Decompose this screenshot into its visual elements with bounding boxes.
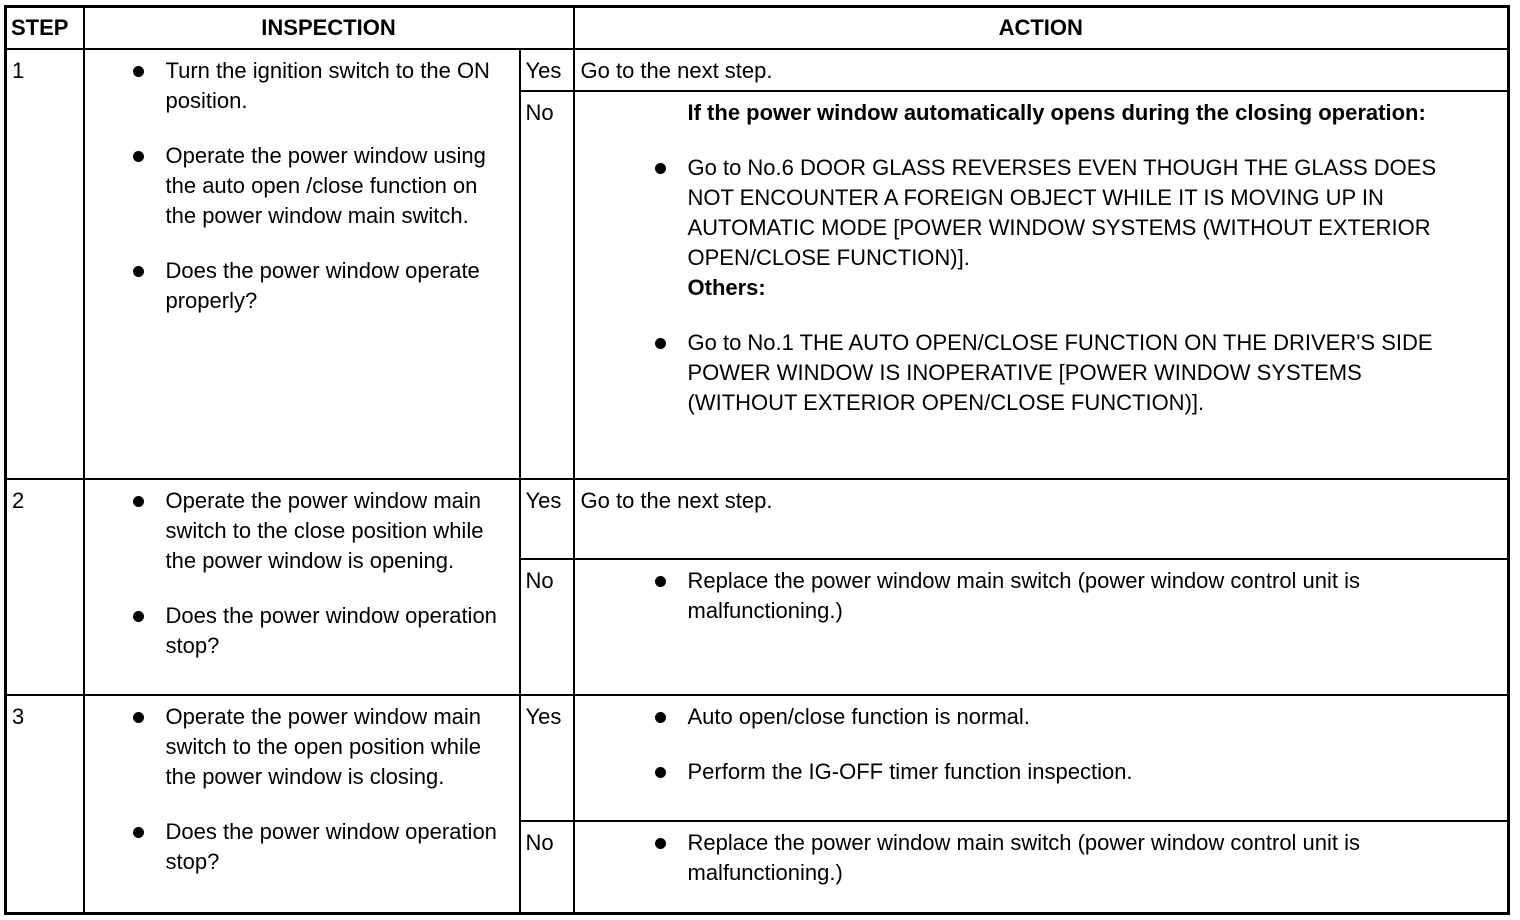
diagnostic-procedure-table bbox=[4, 5, 1510, 915]
bullet-icon bbox=[655, 838, 666, 849]
step-3-yes-label: Yes bbox=[520, 695, 574, 821]
step-1-yes-row bbox=[6, 49, 1509, 91]
step-1-number: 1 bbox=[6, 49, 84, 479]
step-3-inspection bbox=[84, 695, 520, 913]
list-item: Go to No.1 THE AUTO OPEN/CLOSE FUNCTION ON THE DRIVER'S SIDE POWER WINDOW IS INOPERATIVE [POWER WINDOW SYSTEMS (WITHOUT EXTERIOR OPEN/CLOSE FUNCTION)]. bbox=[655, 328, 1468, 418]
condition-heading: Others: bbox=[687, 275, 766, 300]
bullet-icon bbox=[133, 151, 144, 162]
list-item: Operate the power window main switch to the open position while the power window is closing. bbox=[133, 702, 509, 792]
list-item: Replace the power window main switch (power window control unit is malfunctioning.) bbox=[655, 566, 1468, 626]
bullet-icon bbox=[655, 338, 666, 349]
step-1-inspection bbox=[84, 49, 520, 479]
list-item: Auto open/close function is normal. bbox=[655, 702, 1468, 732]
bullet-icon bbox=[133, 66, 144, 77]
step-2-inspection bbox=[84, 479, 520, 695]
step-2-number: 2 bbox=[6, 479, 84, 695]
bullet-icon bbox=[655, 767, 666, 778]
step-1-yes-action: Go to the next step. bbox=[574, 49, 1509, 91]
step-2-no-action bbox=[574, 559, 1509, 695]
step-1-yes-label: Yes bbox=[520, 49, 574, 91]
list-item: Operate the power window using the auto open /close function on the power window main switch. bbox=[133, 141, 509, 231]
bullet-icon bbox=[133, 266, 144, 277]
bullet-icon bbox=[655, 163, 666, 174]
step-1-no-action bbox=[574, 91, 1509, 479]
step-2-yes-label: Yes bbox=[520, 479, 574, 559]
step-1-no-label: No bbox=[520, 91, 574, 479]
step-3-number: 3 bbox=[6, 695, 84, 913]
step-3-yes-action bbox=[574, 695, 1509, 821]
bullet-icon bbox=[655, 712, 666, 723]
bullet-icon bbox=[655, 576, 666, 587]
list-item: Does the power window operation stop? bbox=[133, 601, 509, 661]
step-column-header: STEP bbox=[6, 7, 84, 50]
inspection-column-header: INSPECTION bbox=[84, 7, 574, 50]
step-2-no-label: No bbox=[520, 559, 574, 695]
list-item: Turn the ignition switch to the ON position. bbox=[133, 56, 509, 116]
header-row bbox=[6, 7, 1509, 50]
list-item: Operate the power window main switch to the close position while the power window is opening. bbox=[133, 486, 509, 576]
list-item: Does the power window operation stop? bbox=[133, 817, 509, 877]
list-item: Replace the power window main switch (power window control unit is malfunctioning.) bbox=[655, 828, 1468, 888]
list-item: Does the power window operate properly? bbox=[133, 256, 509, 316]
step-3-no-label: No bbox=[520, 821, 574, 913]
action-column-header: ACTION bbox=[574, 7, 1509, 50]
step-2-yes-action: Go to the next step. bbox=[574, 479, 1509, 559]
step-3-no-action bbox=[574, 821, 1509, 913]
bullet-icon bbox=[133, 712, 144, 723]
list-item: Go to No.6 DOOR GLASS REVERSES EVEN THOUGH THE GLASS DOES NOT ENCOUNTER A FOREIGN OBJECT WHILE IT IS MOVING UP IN AUTOMATIC MODE [POWER WINDOW SYSTEMS (WITHOUT EXTERIOR OPEN/CLOSE FUNCTION)]. bbox=[655, 153, 1468, 273]
condition-heading: If the power window automatically opens during the closing operation: bbox=[687, 100, 1426, 125]
step-2-yes-row bbox=[6, 479, 1509, 559]
list-item: Perform the IG-OFF timer function inspection. bbox=[655, 757, 1468, 787]
bullet-icon bbox=[133, 611, 144, 622]
bullet-icon bbox=[133, 496, 144, 507]
step-3-yes-row bbox=[6, 695, 1509, 821]
bullet-icon bbox=[133, 827, 144, 838]
